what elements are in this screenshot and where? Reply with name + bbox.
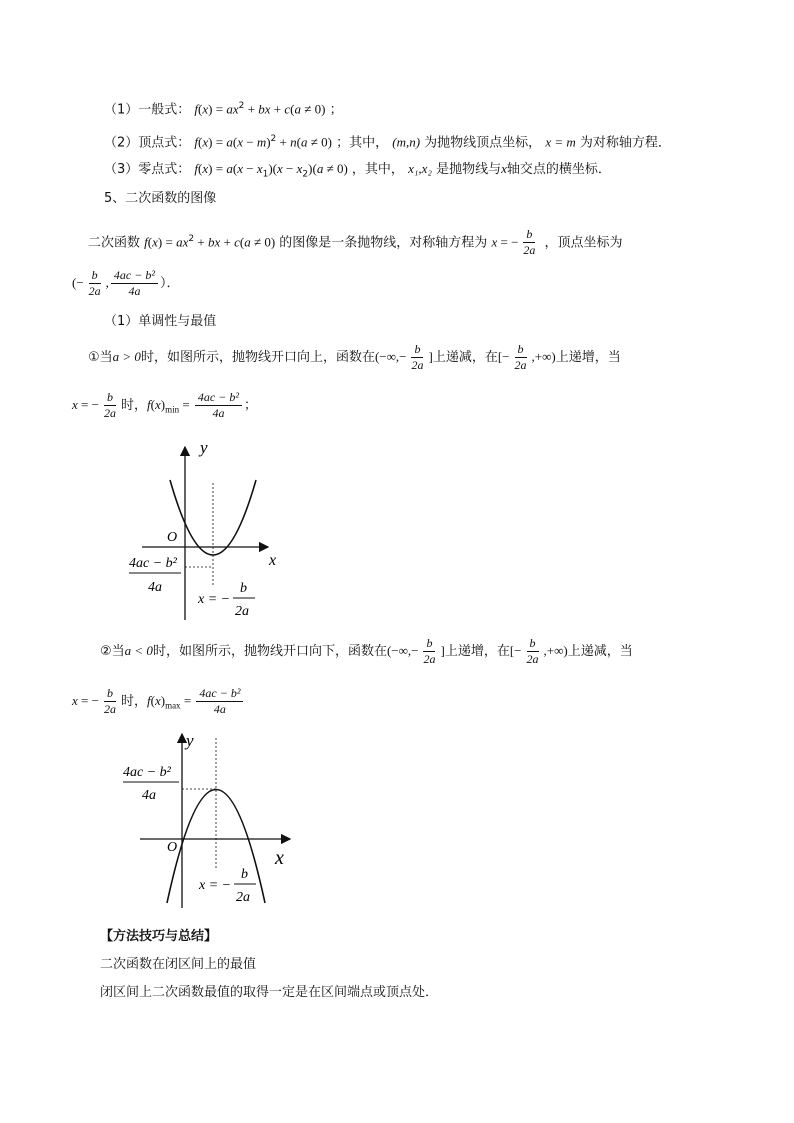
general-form-line: （1）一般式： $f(x) = ax^2$ + bx + c(a ≠ 0) ； [104, 101, 343, 118]
zero-form-tail2: 轴交点的横坐标． [506, 162, 611, 177]
origin-label: O [167, 530, 178, 545]
origin-label: O [167, 840, 178, 855]
general-form-label: （1）一般式： [104, 102, 191, 118]
vertex-form-mid2: 为抛物线顶点坐标， [424, 135, 542, 151]
y-label: y [186, 731, 194, 750]
summary-heading: 【方法技巧与总结】 [100, 929, 218, 944]
y-label: y [200, 438, 208, 457]
section5-intro: 二次函数 $f(x) = ax^2$ + bx + c(a ≠ 0) 的图像是一条抛物线，对称轴方程为 x = − $\frac{b}{2a}$ ，顶点坐标为 [88, 227, 623, 258]
axis-num: b [240, 581, 247, 596]
zero-form-label: （3）零点式： [104, 162, 191, 177]
case1-b: 时，如图所示，抛物线开口向上，函数在 [140, 350, 375, 365]
case2-d: 上递减，当 [567, 644, 633, 659]
axis-num: b [241, 867, 248, 882]
general-form-tail: ； [329, 102, 343, 118]
vertex-form-tail: 为对称轴方程． [579, 135, 671, 151]
min-den: 4a [148, 580, 162, 595]
case2-a: ②当 [100, 644, 125, 659]
downward-parabola-graph [115, 728, 305, 913]
intro-b: 的图像是一条抛物线，对称轴方程为 [279, 235, 488, 251]
case2-line: ②当a < 0时，如图所示，抛物线开口向下，函数在(−∞,− $\frac{b}{2a}$ ]上递增，在[− $\frac{b}{2a}$ ,+∞)上递减，当 [100, 636, 633, 666]
case1-line: ①当a > 0时，如图所示，抛物线开口向上，函数在(−∞,− $\frac{b}{2a}$ ]上递减，在[− $\frac{b}{2a}$ ,+∞)上递增，当 [88, 342, 621, 372]
vertex-form-mid: ；其中， [336, 135, 389, 151]
case1-line2: x = − $\frac{b}{2a}$ 时，$f(x)_{min}$ = $\frac{\text{4ac − b²}}{4a}$ ； [72, 390, 257, 420]
axis-eq: x = − [199, 878, 232, 893]
vertex-end: ）． [159, 276, 180, 291]
vertex-axis: x = m [545, 134, 576, 150]
vertex-mn: (m,n) [392, 134, 421, 150]
axis-den: 2a [235, 604, 249, 619]
zero-form-line: （3）零点式： $f(x) = a(x - x_1)(x - x_2)(a \ne 0)$ ，其中， x₁,x₂ 是抛物线与x轴交点的横坐标． [104, 161, 611, 180]
zero-form-mid: ，其中， [351, 162, 404, 177]
case2-b: 时，如图所示，抛物线开口向下，函数在 [152, 644, 387, 659]
case2-c: 上递增，在 [444, 644, 510, 659]
vertex-coords: (− $\frac{b}{2a}$ , $\frac{\text{4ac − b²}}{4a}$ ）． [72, 268, 180, 298]
case2-when: 时， [120, 694, 147, 709]
vertex-form-line: （2）顶点式： $f(x) = a(x - m)^2 + n(a \ne 0)$ ；其中， (m,n) 为抛物线顶点坐标， x = m 为对称轴方程． [104, 134, 671, 151]
general-form-formula: f [194, 101, 199, 117]
case1-when: 时， [120, 398, 147, 413]
x-label: x [269, 552, 277, 569]
zero-x12: x₁,x₂ [408, 161, 432, 176]
x-label: x [275, 847, 284, 869]
case1-end: ； [243, 398, 257, 413]
case2-line2: x = − $\frac{b}{2a}$ 时，$f(x)_{max}$ = $\frac{\text{4ac − b²}}{4a}$ [72, 684, 245, 723]
summary-line2: 闭区间上二次函数最值的取得一定是在区间端点或顶点处． [100, 985, 439, 1000]
intro-c: ，顶点坐标为 [544, 235, 623, 251]
max-den: 4a [142, 788, 156, 803]
intro-a: 二次函数 [88, 235, 141, 251]
vertex-form-label: （2）顶点式： [104, 135, 191, 151]
upward-parabola-graph [120, 435, 300, 625]
mono-heading: （1）单调性与最值 [104, 314, 217, 329]
min-num: 4ac − b² [129, 556, 177, 571]
max-num: 4ac − b² [123, 765, 171, 780]
zero-form-x: x [501, 161, 507, 176]
case1-d: 上递增，当 [555, 350, 621, 365]
axis-eq: x = − [198, 592, 231, 607]
axis-den: 2a [236, 890, 250, 905]
case1-a: ①当 [88, 350, 113, 365]
case1-c: 上递减，在 [432, 350, 498, 365]
summary-line1: 二次函数在闭区间上的最值 [100, 957, 257, 972]
case2-cond: a < 0 [124, 643, 153, 658]
zero-form-tail: 是抛物线与 [436, 162, 502, 177]
section5-heading: 5、二次函数的图像 [104, 191, 217, 206]
case1-cond: a > 0 [112, 349, 141, 364]
